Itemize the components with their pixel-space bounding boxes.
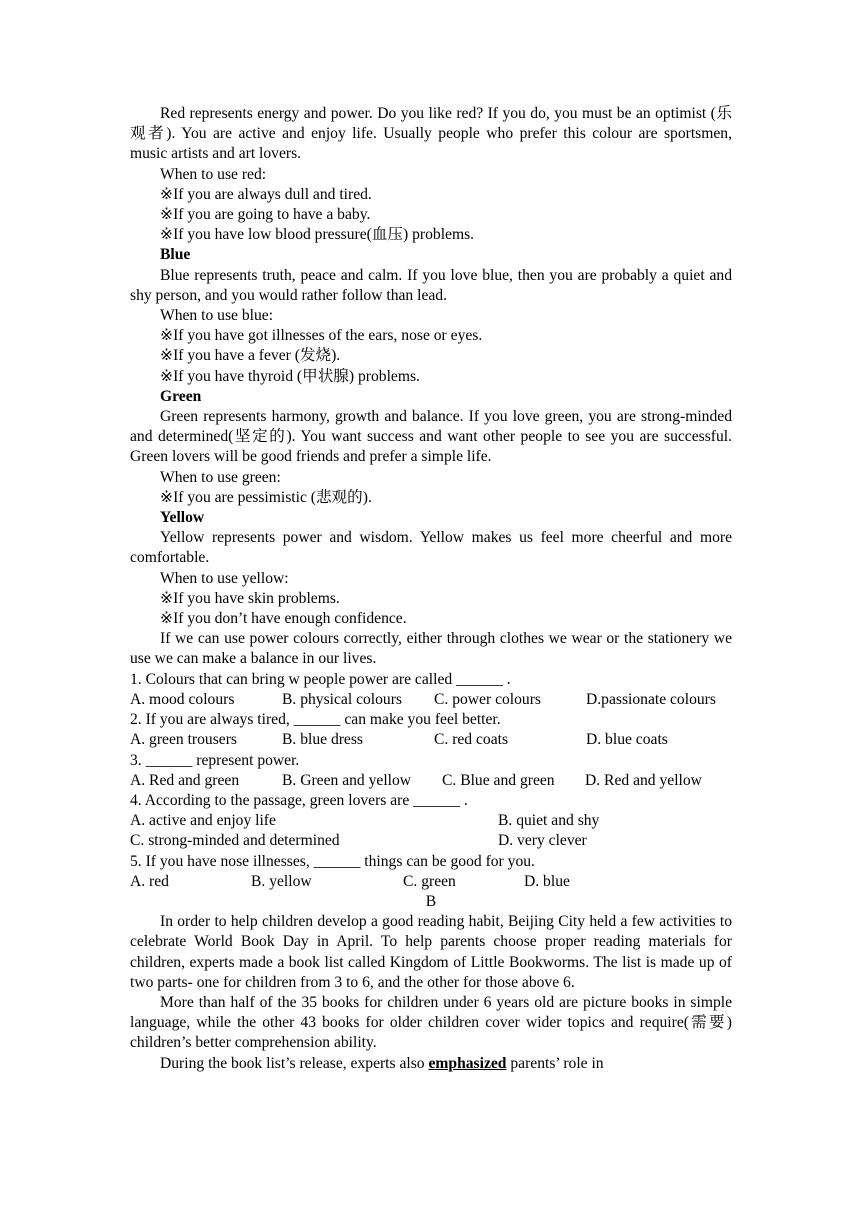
question-1: 1. Colours that can bring w people power are called ______ . bbox=[130, 670, 511, 688]
option-d: D. blue coats bbox=[586, 731, 668, 749]
question-3-options bbox=[130, 771, 732, 791]
red-when-label: When to use red: bbox=[160, 165, 267, 183]
yellow-heading: Yellow bbox=[160, 509, 205, 527]
blue-item: ※If you have got illnesses of the ears, nose or eyes. bbox=[160, 327, 483, 345]
yellow-item: ※If you don’t have enough confidence. bbox=[160, 610, 407, 628]
p3-text-before: During the book list’s release, experts also bbox=[160, 1054, 429, 1072]
option-a: A. red bbox=[130, 872, 169, 890]
option-a: A. active and enjoy life bbox=[130, 812, 276, 830]
section-b-paragraph-2: More than half of the 35 books for children under 6 years old are picture books in simple language, while the other 43 books for older children cover wider topics and require(需要) children’s better comprehension ability. bbox=[130, 993, 732, 1052]
question-5-options bbox=[130, 872, 732, 892]
question-2-options bbox=[130, 730, 732, 750]
red-item: ※If you are going to have a baby. bbox=[160, 206, 371, 224]
option-b: B. physical colours bbox=[282, 690, 402, 708]
section-b-paragraph-1: In order to help children develop a good reading habit, Beijing City held a few activities to celebrate World Book Day in April. To help parents choose proper reading materials for children, experts made a book list called Kingdom of Little Bookworms. The list is made up of two parts- one for children from 3 to 6, and the other for those above 6. bbox=[130, 913, 732, 991]
option-d: D. Red and yellow bbox=[585, 771, 702, 789]
blue-item: ※If you have thyroid (甲状腺) problems. bbox=[160, 367, 420, 385]
option-c: C. red coats bbox=[434, 731, 509, 749]
option-c: C. strong-minded and determined bbox=[130, 832, 340, 850]
document-page bbox=[130, 104, 732, 1074]
option-a: A. Red and green bbox=[130, 771, 240, 789]
red-intro: Red represents energy and power. Do you like red? If you do, you must be an optimist (乐观者). You are active and enjoy life. Usually people who prefer this colour are sportsmen, music artists and art lovers. bbox=[130, 105, 732, 163]
question-1-options bbox=[130, 690, 732, 710]
section-b-paragraph-3 bbox=[130, 1054, 732, 1074]
question-4-options bbox=[130, 811, 732, 831]
green-intro: Green represents harmony, growth and balance. If you love green, you are strong-minded and determined(坚定的). You want success and want other people to see you are successful. Green lovers will be good friends and prefer a simple life. bbox=[130, 408, 732, 466]
blue-intro: Blue represents truth, peace and calm. If you love blue, then you are probably a quiet and shy person, and you would rather follow than lead. bbox=[130, 266, 732, 304]
green-item: ※If you are pessimistic (悲观的). bbox=[160, 488, 372, 506]
section-b-label: B bbox=[425, 892, 437, 910]
option-c: C. green bbox=[403, 872, 456, 890]
yellow-intro: Yellow represents power and wisdom. Yellow makes us feel more cheerful and more comfortable. bbox=[130, 529, 732, 567]
blue-item: ※If you have a fever (发烧). bbox=[160, 347, 341, 365]
p3-text-after: parents’ role in bbox=[506, 1054, 604, 1072]
question-4-options-row-2 bbox=[130, 831, 732, 851]
question-3: 3. ______ represent power. bbox=[130, 751, 300, 769]
option-b: B. blue dress bbox=[282, 731, 363, 749]
red-item: ※If you are always dull and tired. bbox=[160, 185, 372, 203]
option-d: D.passionate colours bbox=[586, 690, 716, 708]
emphasized-word: emphasized bbox=[428, 1054, 507, 1072]
question-2: 2. If you are always tired, ______ can make you feel better. bbox=[130, 711, 501, 729]
question-4: 4. According to the passage, green lovers are ______ . bbox=[130, 791, 468, 809]
option-d: D. very clever bbox=[498, 832, 587, 850]
option-b: B. quiet and shy bbox=[498, 812, 600, 830]
question-5: 5. If you have nose illnesses, ______ things can be good for you. bbox=[130, 852, 535, 870]
option-c: C. power colours bbox=[434, 690, 541, 708]
closing-paragraph: If we can use power colours correctly, either through clothes we wear or the stationery we use we can make a balance in our lives. bbox=[130, 630, 732, 668]
option-d: D. blue bbox=[524, 872, 570, 890]
yellow-when-label: When to use yellow: bbox=[160, 569, 289, 587]
option-a: A. mood colours bbox=[130, 690, 235, 708]
yellow-item: ※If you have skin problems. bbox=[160, 589, 340, 607]
red-item: ※If you have low blood pressure(血压) problems. bbox=[160, 226, 475, 244]
blue-when-label: When to use blue: bbox=[160, 307, 274, 325]
green-heading: Green bbox=[160, 387, 202, 405]
green-when-label: When to use green: bbox=[160, 468, 281, 486]
option-b: B. Green and yellow bbox=[282, 771, 412, 789]
blue-heading: Blue bbox=[160, 246, 191, 264]
option-b: B. yellow bbox=[251, 872, 312, 890]
option-a: A. green trousers bbox=[130, 731, 237, 749]
option-c: C. Blue and green bbox=[442, 771, 555, 789]
